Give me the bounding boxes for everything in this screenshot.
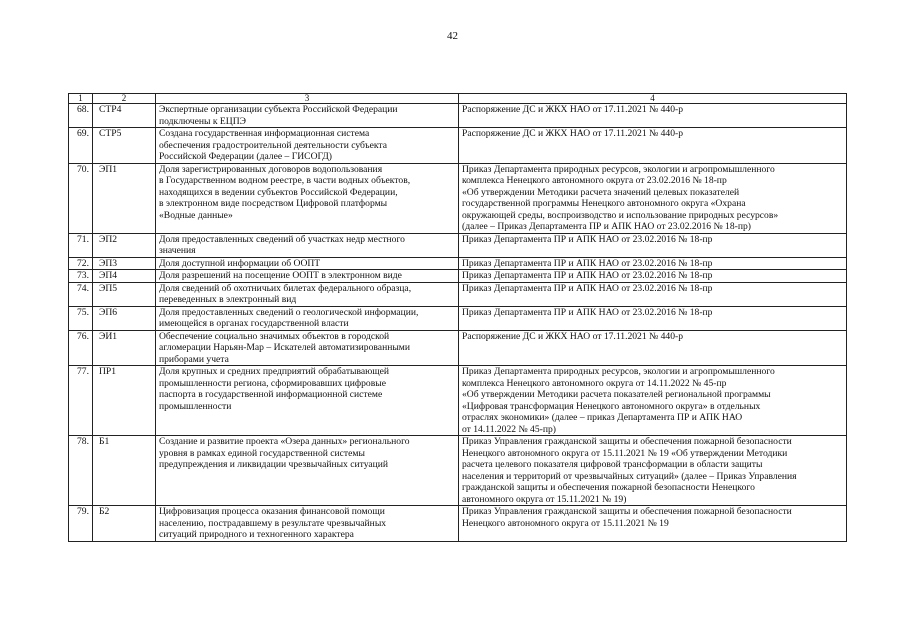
table-row	[69, 104, 847, 128]
table-row	[69, 128, 847, 164]
source-document: Приказ Департамента ПР и АПК НАО от 23.02.2016 № 18-пр	[459, 257, 847, 270]
indicator-code: ПР1	[93, 366, 156, 436]
table-row	[69, 436, 847, 506]
indicator-description: Доля предоставленных сведений о геологической информации, имеющейся в органах государственной власти	[156, 306, 459, 330]
source-document: Приказ Департамента ПР и АПК НАО от 23.02.2016 № 18-пр	[459, 306, 847, 330]
indicators-table	[68, 93, 847, 542]
source-document: Приказ Управления гражданской защиты и обеспечения пожарной безопасности Ненецкого автономного округа от 15.11.2021 № 19	[459, 506, 847, 542]
source-document: Распоряжение ДС и ЖКХ НАО от 17.11.2021 № 440-р	[459, 128, 847, 164]
row-number: 69.	[69, 128, 93, 164]
source-document: Приказ Департамента ПР и АПК НАО от 23.02.2016 № 18-пр	[459, 282, 847, 306]
indicator-code: ЭП6	[93, 306, 156, 330]
page-number: 42	[447, 30, 458, 42]
row-number: 75.	[69, 306, 93, 330]
row-number: 79.	[69, 506, 93, 542]
indicator-description: Обеспечение социально значимых объектов в городской агломерации Нарьян-Мар – Искателей автоматизированными приборами учета	[156, 330, 459, 366]
indicator-code: ЭП2	[93, 233, 156, 257]
source-document: Приказ Департамента ПР и АПК НАО от 23.02.2016 № 18-пр	[459, 233, 847, 257]
indicator-code: СТР5	[93, 128, 156, 164]
table-row	[69, 306, 847, 330]
source-document: Приказ Департамента природных ресурсов, экологии и агропромышленного комплекса Ненецкого автономного округа от 14.11.2022 № 45-пр «Об утверждении Методики расчета показателей региональной программы «Цифровая трансформация Ненецкого автономного округа» в отдельных отраслях экономики» (далее – приказ Департамента ПР и АПК НАО от 14.11.2022 № 45-пр)	[459, 366, 847, 436]
row-number: 71.	[69, 233, 93, 257]
indicator-description: Доля зарегистрированных договоров водопользования в Государственном водном реестре, в части водных объектов, находящихся в ведении субъектов Российской Федерации, в электронном виде посредством Цифровой платформы «Водные данные»	[156, 163, 459, 233]
table-row	[69, 270, 847, 283]
table-row	[69, 163, 847, 233]
table-row	[69, 506, 847, 542]
indicator-code: ЭП1	[93, 163, 156, 233]
indicator-code: ЭИ1	[93, 330, 156, 366]
row-number: 76.	[69, 330, 93, 366]
row-number: 70.	[69, 163, 93, 233]
column-header: 2	[93, 94, 156, 104]
row-number: 78.	[69, 436, 93, 506]
table-row	[69, 282, 847, 306]
indicator-description: Доля разрешений на посещение ООПТ в электронном виде	[156, 270, 459, 283]
indicator-description: Доля сведений об охотничьих билетах федерального образца, переведенных в электронный вид	[156, 282, 459, 306]
indicator-code: СТР4	[93, 104, 156, 128]
row-number: 68.	[69, 104, 93, 128]
indicator-code: ЭП3	[93, 257, 156, 270]
indicator-description: Создание и развитие проекта «Озера данных» регионального уровня в рамках единой государственной системы предупреждения и ликвидации чрезвычайных ситуаций	[156, 436, 459, 506]
source-document: Приказ Департамента природных ресурсов, экологии и агропромышленного комплекса Ненецкого автономного округа от 23.02.2016 № 18-пр «Об утверждении Методики расчета значений целевых показателей государственной программы Ненецкого автономного округа «Охрана окружающей среды, воспроизводство и использование природных ресурсов» (далее – Приказ Департамента ПР и АПК НАО от 23.02.2016 № 18-пр)	[459, 163, 847, 233]
indicator-description: Цифровизация процесса оказания финансовой помощи населению, пострадавшему в результате чрезвычайных ситуаций природного и техногенного характера	[156, 506, 459, 542]
indicator-code: ЭП4	[93, 270, 156, 283]
table-row	[69, 233, 847, 257]
column-header: 1	[69, 94, 93, 104]
column-header: 4	[459, 94, 847, 104]
source-document: Распоряжение ДС и ЖКХ НАО от 17.11.2021 № 440-р	[459, 330, 847, 366]
indicator-code: ЭП5	[93, 282, 156, 306]
source-document: Распоряжение ДС и ЖКХ НАО от 17.11.2021 № 440-р	[459, 104, 847, 128]
indicator-description: Экспертные организации субъекта Российской Федерации подключены к ЕЦПЭ	[156, 104, 459, 128]
table-header-row	[69, 94, 847, 104]
indicator-description: Доля крупных и средних предприятий обрабатывающей промышленности региона, сформировавших цифровые паспорта в государственной информационной системе промышленности	[156, 366, 459, 436]
row-number: 73.	[69, 270, 93, 283]
table-row	[69, 330, 847, 366]
indicator-code: Б2	[93, 506, 156, 542]
source-document: Приказ Департамента ПР и АПК НАО от 23.02.2016 № 18-пр	[459, 270, 847, 283]
row-number: 74.	[69, 282, 93, 306]
row-number: 72.	[69, 257, 93, 270]
table-row	[69, 257, 847, 270]
indicator-description: Доля предоставленных сведений об участках недр местного значения	[156, 233, 459, 257]
indicator-description: Создана государственная информационная система обеспечения градостроительной деятельности субъекта Российской Федерации (далее – ГИСОГД)	[156, 128, 459, 164]
table-row	[69, 366, 847, 436]
indicator-code: Б1	[93, 436, 156, 506]
indicator-description: Доля доступной информации об ООПТ	[156, 257, 459, 270]
column-header: 3	[156, 94, 459, 104]
row-number: 77.	[69, 366, 93, 436]
source-document: Приказ Управления гражданской защиты и обеспечения пожарной безопасности Ненецкого автономного округа от 15.11.2021 № 19 «Об утверждении Методики расчета целевого показателя цифровой трансформации в области защиты населения и территорий от чрезвычайных ситуаций» (далее – Приказ Управления гражданской защиты и обеспечения пожарной безопасности Ненецкого автономного округа от 15.11.2021 № 19)	[459, 436, 847, 506]
